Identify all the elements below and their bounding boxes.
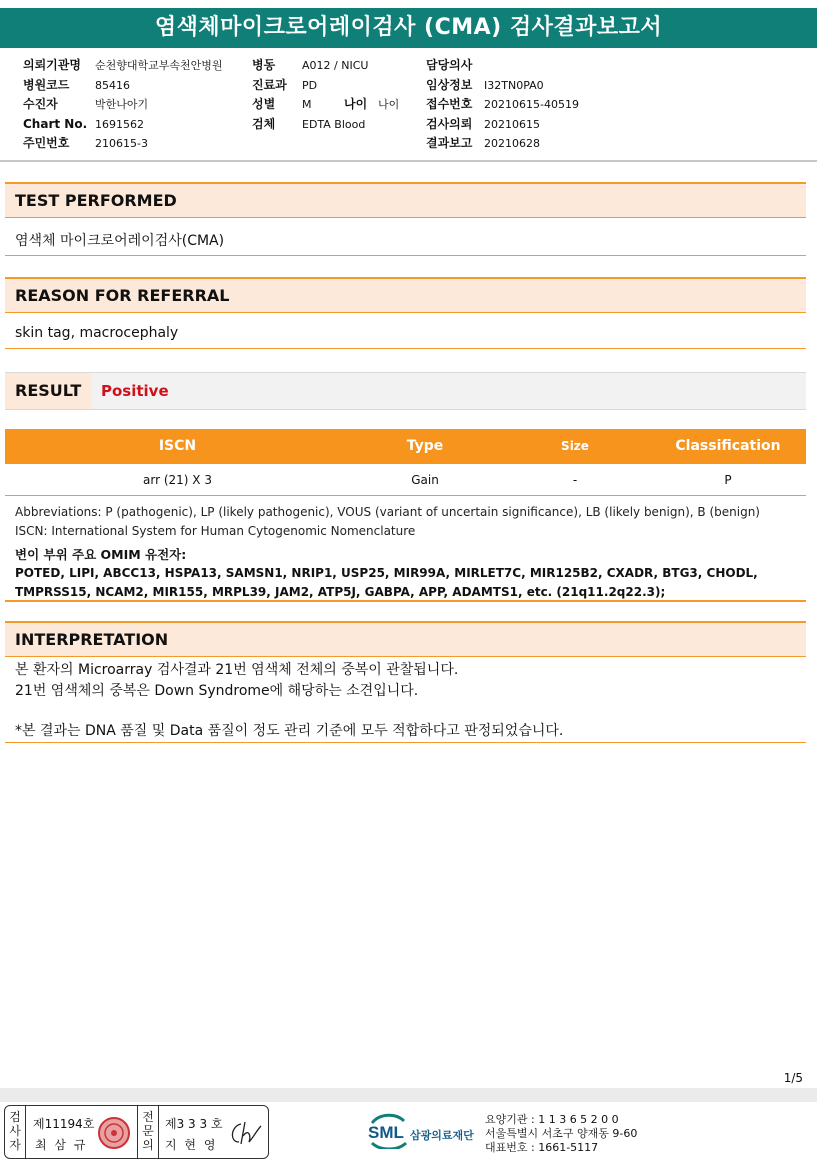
info-value: 20210615-40519 (484, 98, 579, 111)
pathologist-license: 제3 3 3 호 (165, 1117, 223, 1131)
info-label: 의뢰기관명 (23, 58, 81, 72)
info-row (23, 56, 634, 76)
care-institution: 요양기관 : 1 1 3 6 5 2 0 0 (485, 1113, 619, 1126)
info-value (484, 56, 634, 76)
info-row (23, 115, 634, 135)
info-value: PD (302, 78, 318, 92)
interpretation-text (15, 660, 563, 742)
age-value: 나이 (378, 98, 400, 111)
info-label: 주민번호 (23, 136, 70, 150)
cell-size: - (572, 473, 578, 487)
cell-type: Gain (411, 473, 439, 487)
info-label: 검사의뢰 (426, 116, 473, 131)
pathologist-label: 전 문 의 (142, 1110, 154, 1152)
info-value: A012 / NICU (302, 59, 369, 72)
header-divider (0, 160, 817, 162)
info-value: 210615-3 (95, 137, 148, 150)
omim-genes: POTED, LIPI, ABCC13, HSPA13, SAMSN1, NRIP1, USP25, MIR99A, MIRLET7C, MIR125B2, CXADR, BTG3, CHODL, TMPRSS15, NCAM2, MIR155, MRPL39, JAM2, ATP5J, GABPA, APP, ADAMTS1, etc. (21q11.2q22.3); (15, 566, 758, 599)
info-value: 순천향대학교부속천안병원 (95, 59, 223, 72)
info-label: Chart No. (23, 116, 88, 131)
info-label: 병동 (252, 58, 276, 72)
signature-box (4, 1105, 269, 1159)
signature-icon (227, 1118, 265, 1148)
info-value: I32TN0PA0 (484, 78, 544, 92)
info-value: 85416 (95, 78, 130, 92)
info-label: 결과보고 (426, 136, 473, 150)
result-heading: RESULT (5, 373, 91, 409)
cell-classification: P (724, 473, 732, 487)
col-header-size: Size (561, 439, 589, 453)
col-header-iscn: ISCN (158, 438, 197, 454)
phone: 대표번호 : 1661-5117 (485, 1141, 599, 1154)
info-label: 검체 (252, 116, 276, 131)
page-number: 1/5 (783, 1071, 803, 1085)
info-value: 20210628 (484, 137, 540, 150)
pathologist-name: 지 현 영 (165, 1138, 218, 1152)
abbreviations (15, 503, 760, 540)
table-row (5, 464, 806, 496)
abbreviation-line: Abbreviations: P (pathogenic), LP (likely pathogenic), VOUS (variant of uncertain significance), LB (likely benign), B (benign) (15, 505, 760, 519)
reason-text: skin tag, macrocephaly (15, 325, 179, 341)
info-value: EDTA Blood (302, 117, 366, 131)
interpretation-note: *본 결과는 DNA 품질 및 Data 품질이 정도 관리 기준에 모두 적합하다고 판정되었습니다. (15, 723, 564, 739)
sml-logo (366, 1113, 478, 1153)
info-row (23, 76, 634, 96)
info-label: 병원코드 (23, 77, 70, 92)
divider (5, 742, 806, 743)
info-label: 접수번호 (426, 97, 473, 111)
footer-band (0, 1088, 817, 1102)
omim-title: 변이 부위 주요 OMIM 유전자: (15, 547, 187, 562)
interpretation-heading: INTERPRETATION (5, 621, 806, 657)
cell-iscn: arr (21) X 3 (143, 473, 212, 487)
examiner-license: 제11194호 (33, 1117, 95, 1131)
lab-contact (485, 1113, 637, 1155)
col-header-type: Type (406, 438, 444, 454)
interpretation-line: 본 환자의 Microarray 검사결과 21번 염색체 전체의 중복이 관찰됩니다. (15, 662, 459, 678)
info-value: 20210615 (484, 117, 540, 131)
divider (5, 255, 806, 256)
foundation-name: 삼광의료재단 (410, 1129, 474, 1142)
result-box (5, 372, 806, 410)
address: 서울특별시 서초구 양재동 9-60 (485, 1127, 638, 1140)
patient-info (23, 56, 634, 154)
info-label: 성별 (252, 97, 276, 111)
examiner-label: 검 사 자 (9, 1110, 21, 1152)
info-value: 박한나아기 (95, 98, 149, 111)
test-performed-heading: TEST PERFORMED (5, 182, 806, 218)
info-label: 담당의사 (426, 58, 473, 72)
examiner-name: 최 삼 규 (35, 1138, 88, 1152)
divider (5, 348, 806, 349)
reason-heading: REASON FOR REFERRAL (5, 277, 806, 313)
info-label: 진료과 (252, 77, 287, 92)
result-table-header (5, 429, 806, 464)
info-row (23, 134, 634, 154)
info-label: 임상정보 (426, 77, 473, 92)
seal-stamp-icon (97, 1116, 131, 1150)
test-performed-text: 염색체 마이크로어레이검사(CMA) (15, 233, 225, 249)
result-value: Positive (101, 382, 169, 400)
col-header-classification: Classification (675, 438, 781, 454)
info-value: 1691562 (95, 117, 144, 131)
report-title: 염색체마이크로어레이검사 (CMA) 검사결과보고서 (0, 8, 817, 48)
abbreviation-line: ISCN: International System for Human Cytogenomic Nomenclature (15, 523, 416, 538)
divider (5, 600, 806, 602)
interpretation-line: 21번 염색체의 중복은 Down Syndrome에 해당하는 소견입니다. (15, 682, 419, 699)
info-row (23, 95, 634, 115)
age-label: 나이 (344, 97, 368, 111)
info-value: M (302, 98, 312, 111)
info-label: 수진자 (23, 97, 58, 111)
logo-text: SML (368, 1123, 404, 1142)
